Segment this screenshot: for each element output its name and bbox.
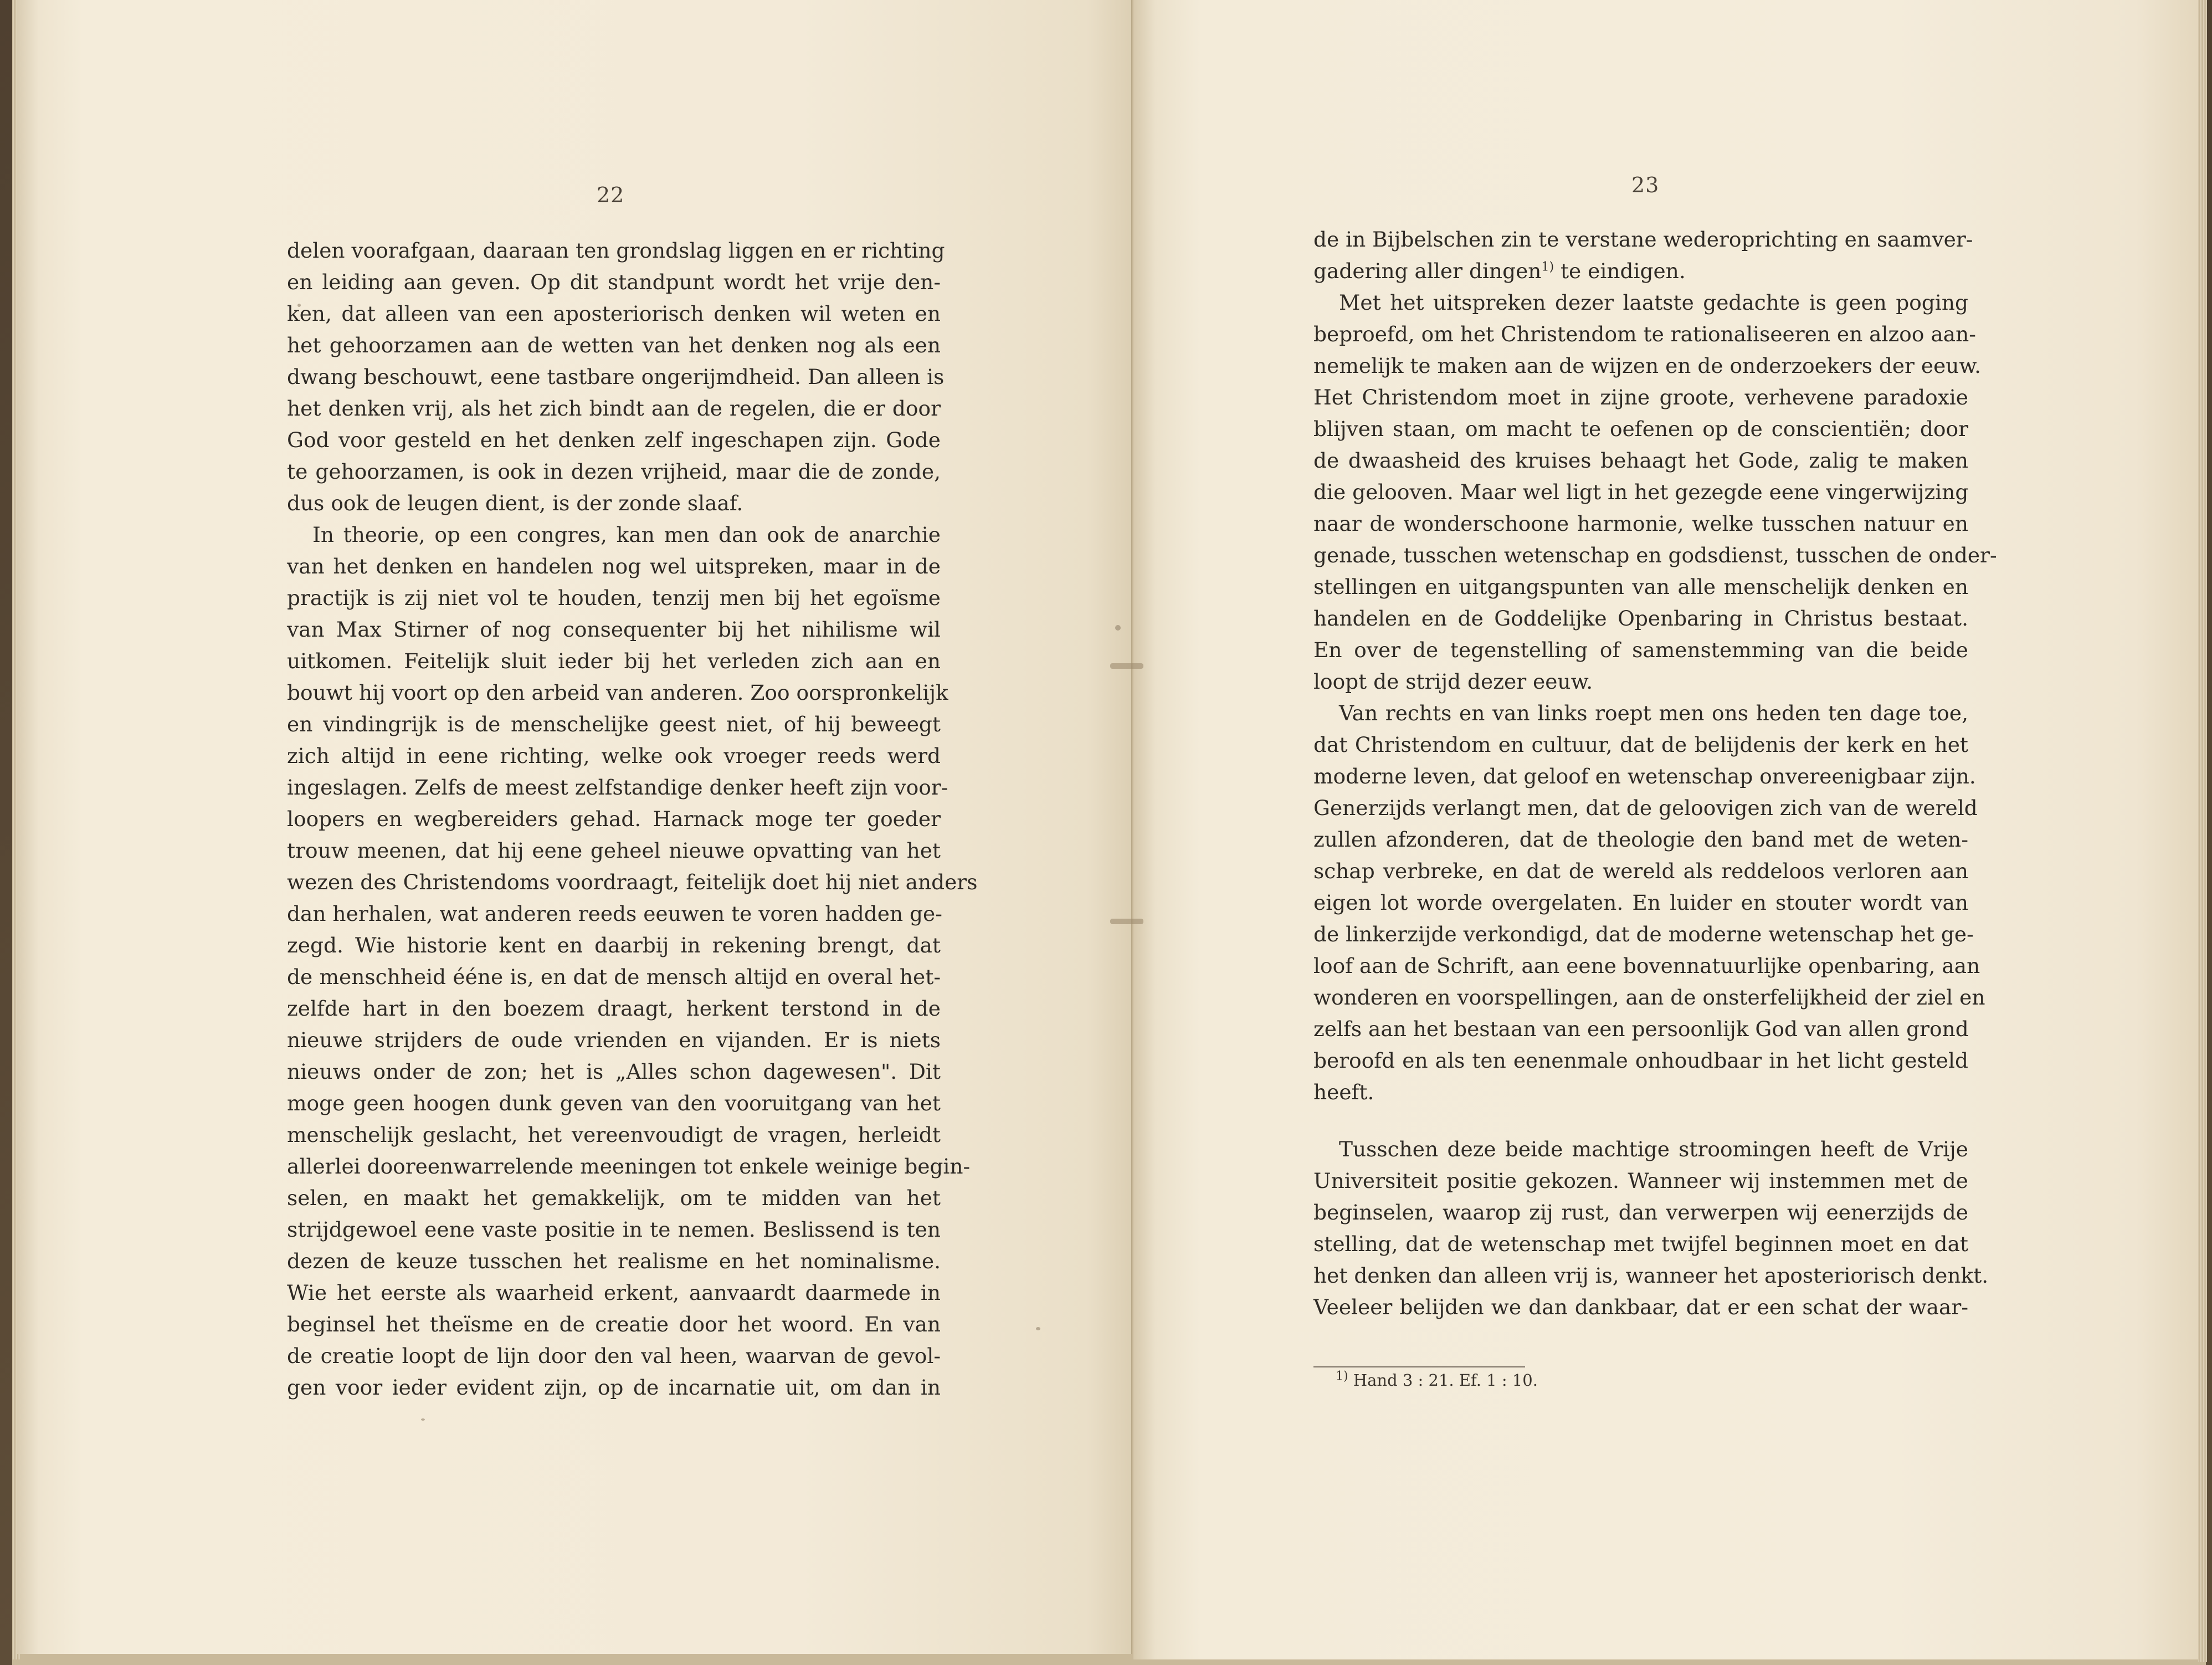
text-line: van Max Stirner of nog consequenter bij het nihilisme wil (287, 617, 941, 642)
text-line: zegd. Wie historie kent en daarbij in rekening brengt, dat (287, 933, 941, 957)
spine-mark (1110, 919, 1143, 924)
text-line: loof aan de Schrift, aan eene bovennatuurlijke openbaring, aan (1313, 954, 1980, 978)
text-line: het denken vrij, als het zich bindt aan de regelen, die er door (287, 396, 941, 421)
text-line: beginselen, waarop zij rust, dan verwerpen wij eenerzijds de (1313, 1200, 1968, 1225)
text-line: en vindingrijk is de menschelijke geest niet, of hij beweegt (287, 712, 941, 736)
text-line: stellingen en uitgangspunten van alle menschelijk denken en (1313, 575, 1968, 599)
text-line: delen voorafgaan, daaraan ten grondslag liggen en er richting (287, 238, 945, 263)
text-line: Universiteit positie gekozen. Wanneer wij instemmen met de (1313, 1169, 1968, 1193)
text-line: ken, dat alleen van een aposteriorisch denken wil weten en (287, 301, 941, 326)
text-line: de dwaasheid des kruises behaagt het Gode, zalig te maken (1313, 448, 1968, 473)
right-page-text (1313, 224, 1997, 1323)
text-line: nemelijk te maken aan de wijzen en de onderzoekers der eeuw. (1313, 354, 1981, 378)
text-line: de in Bijbelschen zin te verstane wederoprichting en saamver- (1313, 227, 1973, 252)
text-line: te gehoorzamen, is ook in dezen vrijheid, maar die de zonde, (287, 459, 941, 484)
text-line: zelfde hart in den boezem draagt, herkent terstond in de (287, 996, 941, 1021)
text-line: het denken dan alleen vrij is, wanneer het aposteriorisch denkt. (1313, 1263, 1989, 1288)
right-page-edges (2198, 0, 2207, 1662)
text-line: allerlei dooreenwarrelende meeningen tot enkele weinige begin- (287, 1154, 971, 1179)
text-line: Het Christendom moet in zijne groote, verhevene paradoxie (1313, 385, 1968, 409)
text-line: zullen afzonderen, dat de theologie den band met de weten- (1313, 827, 1968, 852)
text-line: Veeleer belijden we dan dankbaar, dat er een schat der waar- (1313, 1295, 1968, 1319)
text-line: God voor gesteld en het denken zelf ingeschapen zijn. Gode (287, 428, 941, 452)
text-line (1313, 255, 1968, 287)
paper-speck (1115, 625, 1121, 631)
text-fragment: te eindigen. (1554, 259, 1686, 283)
text-line: loopt de strijd dezer eeuw. (1313, 669, 1593, 694)
text-line: die gelooven. Maar wel ligt in het gezegde eene vingerwijzing (1313, 480, 1969, 504)
text-line: strijdgewoel eene vaste positie in te nemen. Beslissend is ten (287, 1217, 941, 1242)
text-line: Wie het eerste als waarheid erkent, aanvaardt daarmede in (287, 1280, 941, 1305)
text-line: van het denken en handelen nog wel uitspreken, maar in de (287, 554, 941, 578)
text-line: gen voor ieder evident zijn, op de incarnatie uit, om dan in (287, 1375, 941, 1400)
text-line: dus ook de leugen dient, is der zonde slaaf. (287, 491, 743, 515)
text-line: het gehoorzamen aan de wetten van het denken nog als een (287, 333, 941, 357)
section-gap (1313, 1108, 1968, 1134)
text-line: Generzijds verlangt men, dat de geloovigen zich van de wereld (1313, 796, 1978, 820)
text-line: Met het uitspreken dezer laatste gedachte is geen poging (1339, 290, 1968, 315)
paper-speck (421, 1418, 425, 1421)
text-line: In theorie, op een congres, kan men dan ook de anarchie (312, 522, 941, 547)
text-line: uitkomen. Feitelijk sluit ieder bij het verleden zich aan en (287, 649, 941, 673)
text-line: wezen des Christendoms voordraagt, feitelijk doet hij niet anders (287, 870, 978, 894)
text-line: de linkerzijde verkondigd, dat de moderne wetenschap het ge- (1313, 922, 1974, 946)
text-line: blijven staan, om macht te oefenen op de conscientiën; door (1313, 417, 1968, 441)
text-line: loopers en wegbereiders gehad. Harnack moge ter goeder (287, 807, 941, 831)
text-line: moderne leven, dat geloof en wetenschap onvereenigbaar zijn. (1313, 764, 1976, 788)
text-line: selen, en maakt het gemakkelijk, om te midden van het (287, 1186, 941, 1210)
footnote-reference[interactable]: 1) (1541, 260, 1554, 274)
text-line: dan herhalen, wat anderen reeds eeuwen te voren hadden ge- (287, 901, 942, 926)
text-line: Van rechts en van links roept men ons heden ten dage toe, (1339, 701, 1968, 725)
text-line: naar de wonderschoone harmonie, welke tusschen natuur en (1313, 511, 1968, 536)
text-line: zich altijd in eene richting, welke ook vroeger reeds werd (287, 744, 941, 768)
text-line: de menschheid ééne is, en dat de mensch altijd en overal het- (287, 965, 941, 989)
text-line: zelfs aan het bestaan van een persoonlijk God van allen grond (1313, 1017, 1969, 1041)
text-line: heeft. (1313, 1080, 1374, 1104)
text-line: nieuws onder de zon; het is „Alles schon dagewesen". Dit (287, 1059, 941, 1084)
text-line: menschelijk geslacht, het vereenvoudigt de vragen, herleidt (287, 1123, 941, 1147)
text-line: beroofd en als ten eenenmale onhoudbaar in het licht gesteld (1313, 1048, 1968, 1073)
footnote-divider (1313, 1366, 1525, 1367)
footnote-text: Hand 3 : 21. Ef. 1 : 10. (1353, 1371, 1538, 1390)
text-line: beproefd, om het Christendom te rationaliseeren en alzoo aan- (1313, 322, 1976, 346)
text-line: beginsel het theïsme en de creatie door het woord. En van (287, 1312, 941, 1336)
text-line: practijk is zij niet vol te houden, tenzij men bij het egoïsme (287, 586, 941, 610)
text-line: moge geen hoogen dunk geven van den vooruitgang van het (287, 1091, 941, 1115)
text-line: dwang beschouwt, eene tastbare ongerijmdheid. Dan alleen is (287, 365, 945, 389)
text-line: wonderen en voorspellingen, aan de onsterfelijkheid der ziel en (1313, 985, 1985, 1010)
page-number: 23 (1631, 173, 1660, 197)
page-number: 22 (597, 183, 625, 207)
text-line: handelen en de Goddelijke Openbaring in Christus bestaat. (1313, 606, 1968, 631)
text-line: trouw meenen, dat hij eene geheel nieuwe opvatting van het (287, 838, 941, 863)
text-line: Tusschen deze beide machtige stroomingen heeft de Vrije (1339, 1137, 1968, 1161)
text-line: stelling, dat de wetenschap met twijfel beginnen moet en dat (1313, 1232, 1968, 1256)
text-line: nieuwe strijders de oude vrienden en vijanden. Er is niets (287, 1028, 941, 1052)
text-line: genade, tusschen wetenschap en godsdienst, tusschen de onder- (1313, 543, 1997, 567)
text-line: bouwt hij voort op den arbeid van anderen. Zoo oorspronkelijk (287, 680, 948, 705)
text-line: schap verbreke, en dat de wereld als reddeloos verloren aan (1313, 859, 1968, 883)
spine-mark (1110, 663, 1143, 669)
text-line: en leiding aan geven. Op dit standpunt wordt het vrije den- (287, 270, 941, 294)
text-line: de creatie loopt de lijn door den val heen, waarvan de gevol- (287, 1344, 941, 1368)
footnote-marker: 1) (1336, 1369, 1348, 1384)
text-line: En over de tegenstelling of samenstemming van die beide (1313, 638, 1968, 662)
text-line: ingeslagen. Zelfs de meest zelfstandige denker heeft zijn voor- (287, 775, 948, 800)
text-fragment: gadering aller dingen (1313, 259, 1542, 283)
text-line: eigen lot worde overgelaten. En luider en stouter wordt van (1313, 890, 1968, 915)
left-page-text (287, 235, 978, 1403)
text-line: dezen de keuze tusschen het realisme en het nominalisme. (287, 1249, 941, 1273)
footnote (1336, 1371, 1538, 1390)
paper-speck (1036, 1327, 1040, 1330)
text-line: dat Christendom en cultuur, dat de belijdenis der kerk en het (1313, 732, 1968, 757)
